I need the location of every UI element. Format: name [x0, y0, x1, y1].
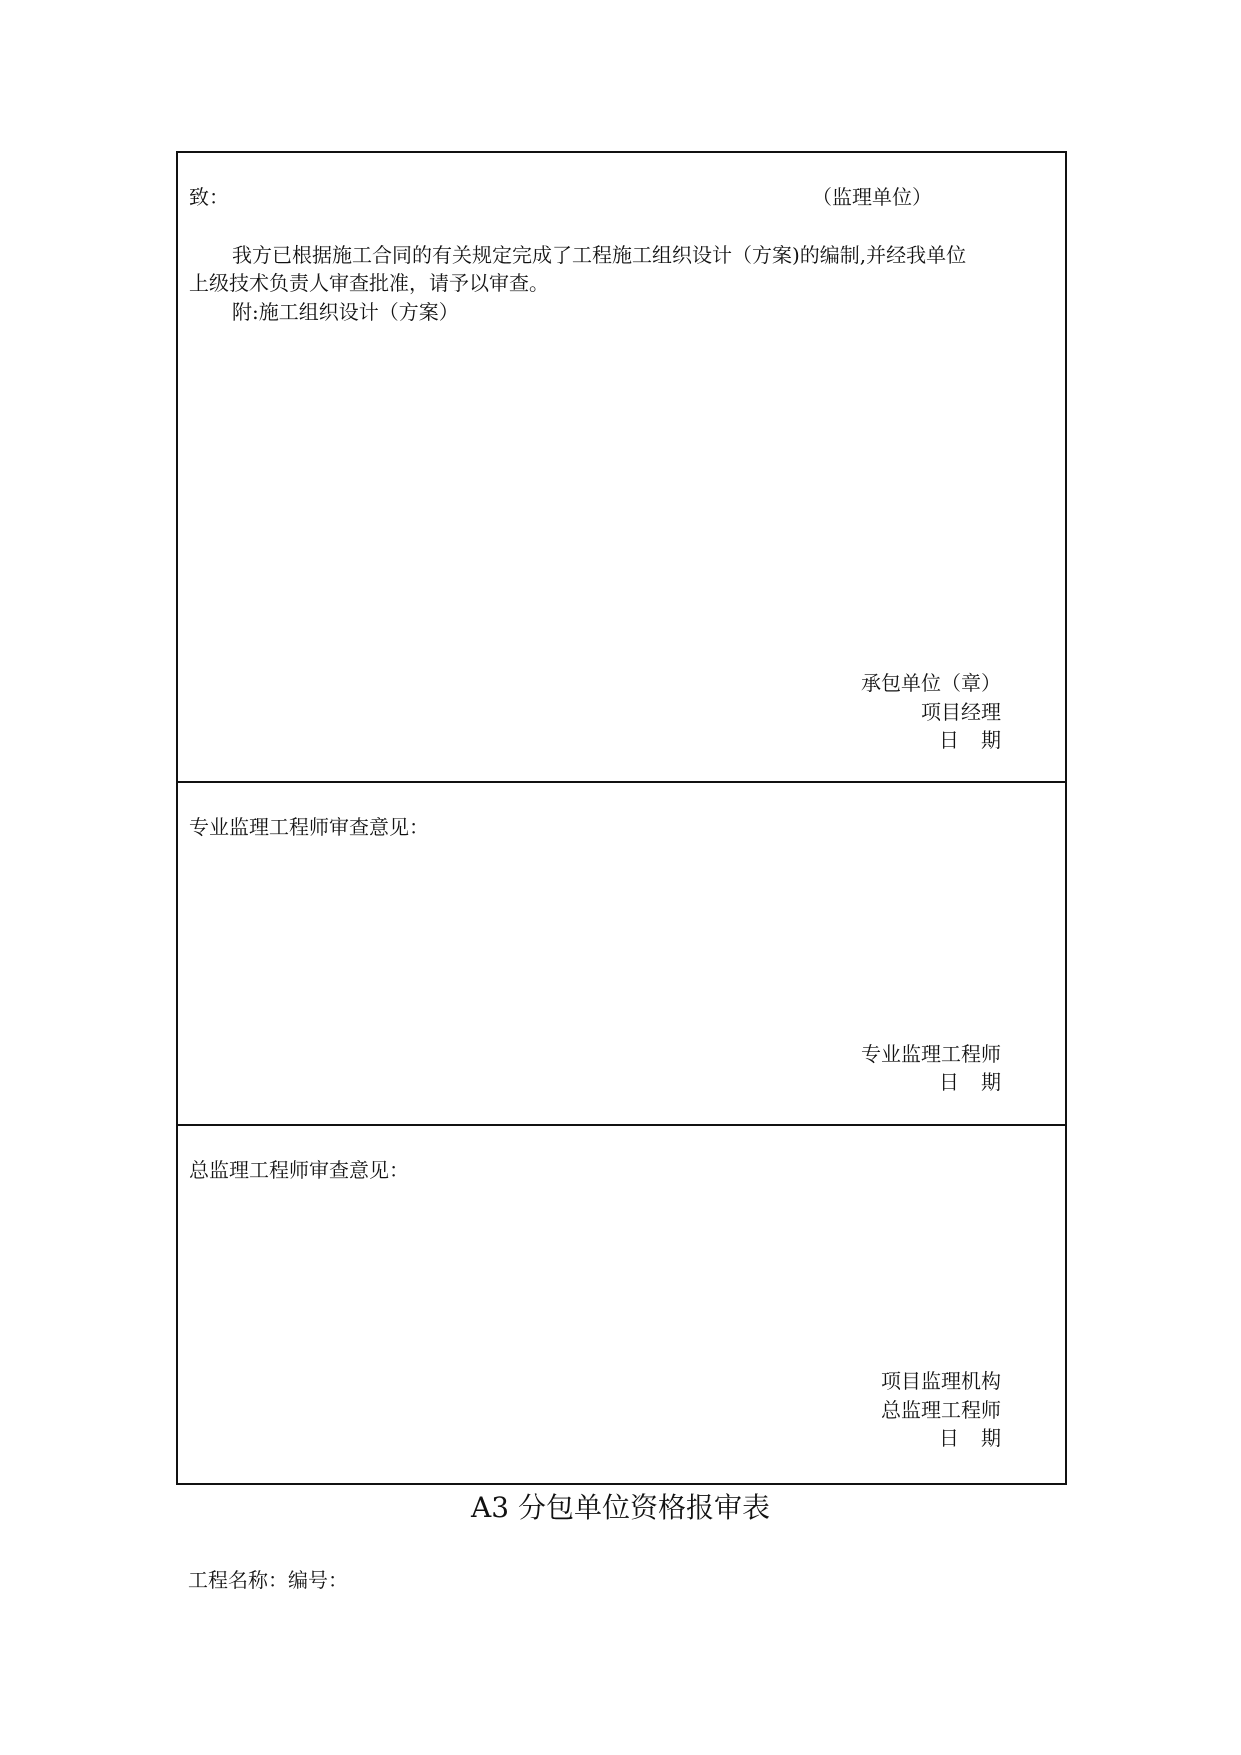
- body-line-1: 我方已根据施工合同的有关规定完成了工程施工组织设计（方案)的编制,并经我单位: [232, 243, 967, 267]
- date-label: 日 期: [939, 1426, 1001, 1450]
- date-label: 日 期: [939, 728, 1001, 752]
- attachment-line: 附:施工组织设计（方案）: [232, 300, 459, 324]
- chief-engineer-label: 总监理工程师: [881, 1398, 1001, 1422]
- specialist-review-heading: 专业监理工程师审查意见：: [189, 815, 429, 839]
- body-line-2: 上级技术负责人审查批准，请予以审查。: [189, 271, 549, 295]
- contractor-seal-label: 承包单位（章）: [861, 671, 1001, 695]
- supervision-organization-label: 项目监理机构: [881, 1369, 1001, 1393]
- date-label: 日 期: [939, 1070, 1001, 1094]
- approval-form-table: [176, 151, 1067, 1485]
- supervisor-unit-label: （监理单位）: [812, 185, 932, 209]
- chief-review-heading: 总监理工程师审查意见：: [189, 1158, 409, 1182]
- specialist-engineer-label: 专业监理工程师: [861, 1042, 1001, 1066]
- specialist-review-section: [178, 783, 1065, 1126]
- chief-review-section: [178, 1126, 1065, 1485]
- to-label: 致：: [189, 185, 229, 209]
- project-name-line: 工程名称：编号：: [188, 1568, 348, 1592]
- project-manager-label: 项目经理: [921, 700, 1001, 724]
- next-form-title: A3 分包单位资格报审表: [471, 1491, 770, 1524]
- contractor-submission-section: [178, 153, 1065, 783]
